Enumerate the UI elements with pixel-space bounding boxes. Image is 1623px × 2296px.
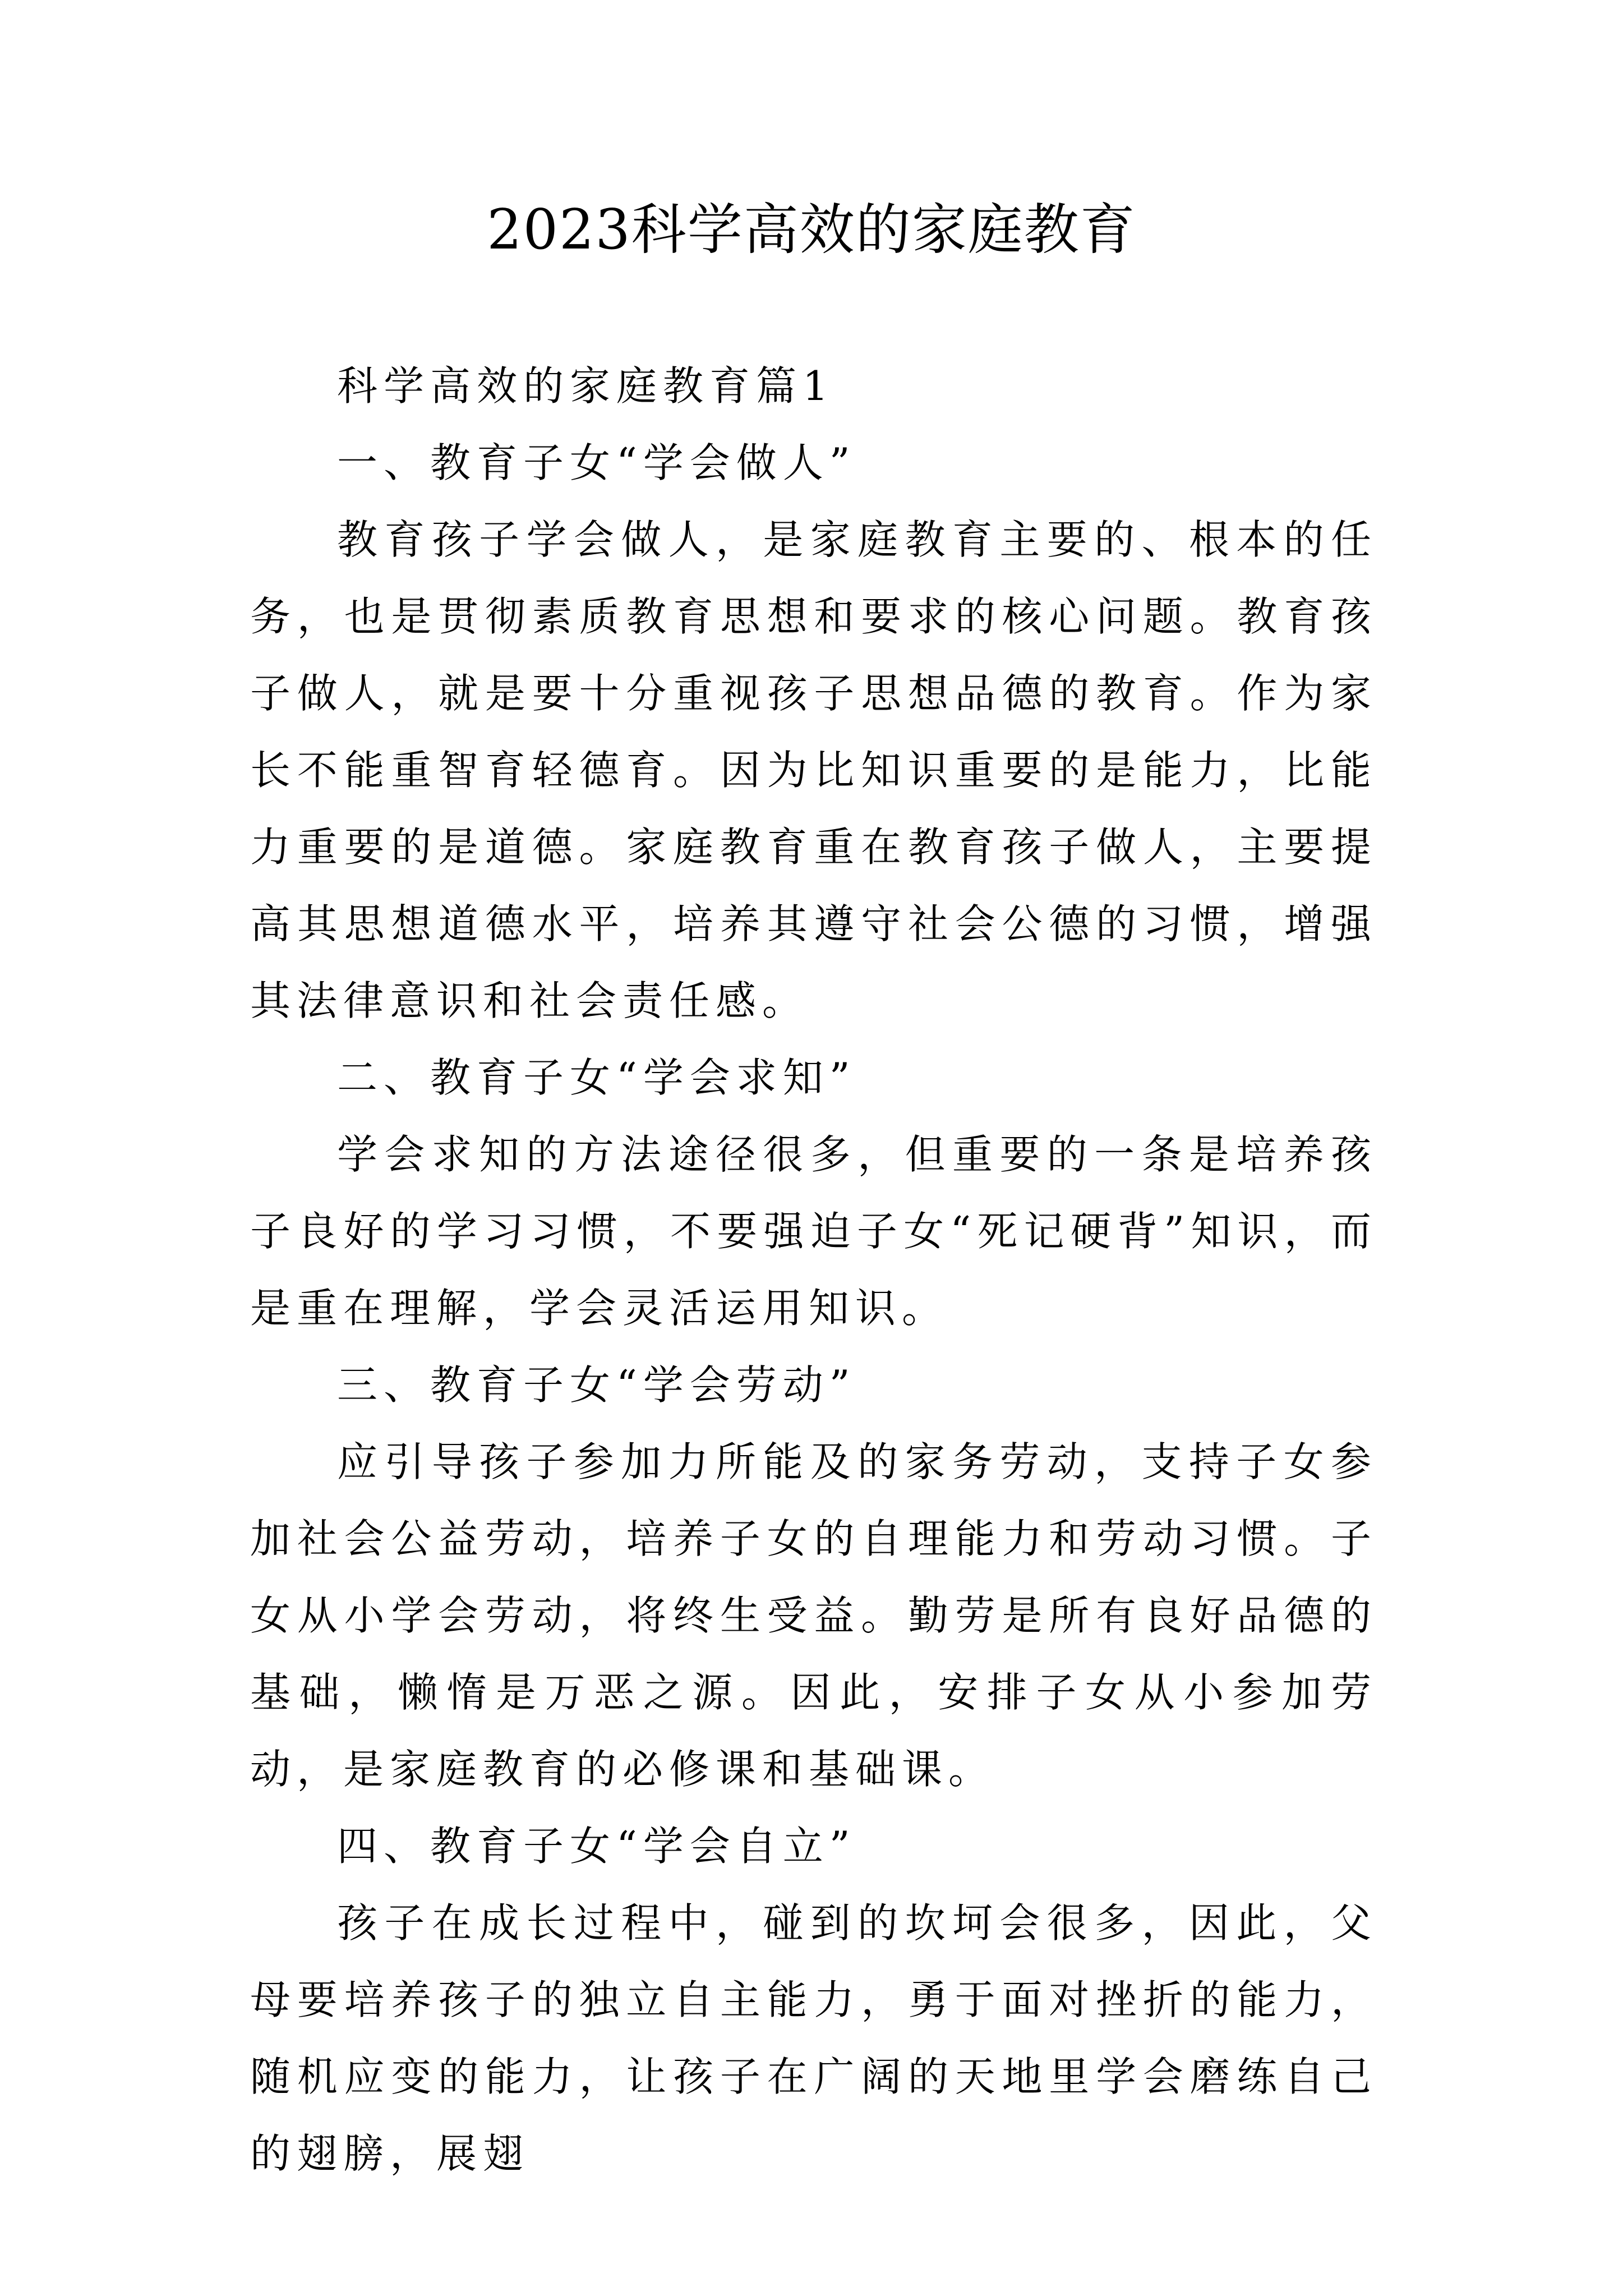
body-paragraph: 应引导孩子参加力所能及的家务劳动，支持子女参加社会公益劳动，培养子女的自理能力和劳动习惯。子女从小学会劳动，将终生受益。勤劳是所有良好品德的基础，懒惰是万恶之源。因此，安排子女从小参加劳动，是家庭教育的必修课和基础课。: [250, 1438, 1377, 1793]
document-body: [250, 348, 1377, 2192]
body-paragraph: 孩子在成长过程中，碰到的坎坷会很多，因此，父母要培养孩子的独立自主能力，勇于面对挫折的能力，随机应变的能力，让孩子在广阔的天地里学会磨练自己的翅膀，展翅: [250, 1899, 1377, 2177]
subsection-heading: 四、教育子女“学会自立”: [337, 1823, 856, 1870]
section-heading: 科学高效的家庭教育篇1: [337, 362, 834, 409]
body-paragraph: 教育孩子学会做人，是家庭教育主要的、根本的任务，也是贯彻素质教育思想和要求的核心问题。教育孩子做人，就是要十分重视孩子思想品德的教育。作为家长不能重智育轻德育。因为比知识重要的是能力，比能力重要的是道德。家庭教育重在教育孩子做人，主要提高其思想道德水平，培养其遵守社会公德的习惯，增强其法律意识和社会责任感。: [250, 516, 1377, 1024]
subsection-heading: 三、教育子女“学会劳动”: [337, 1361, 856, 1409]
body-paragraph: 学会求知的方法途径很多，但重要的一条是培养孩子良好的学习习惯，不要强迫子女“死记硬背”知识，而是重在理解，学会灵活运用知识。: [250, 1131, 1377, 1332]
subsection-heading: 二、教育子女“学会求知”: [337, 1054, 856, 1101]
subsection-heading: 一、教育子女“学会做人”: [337, 439, 856, 486]
document-title: 2023科学高效的家庭教育: [487, 198, 1136, 262]
